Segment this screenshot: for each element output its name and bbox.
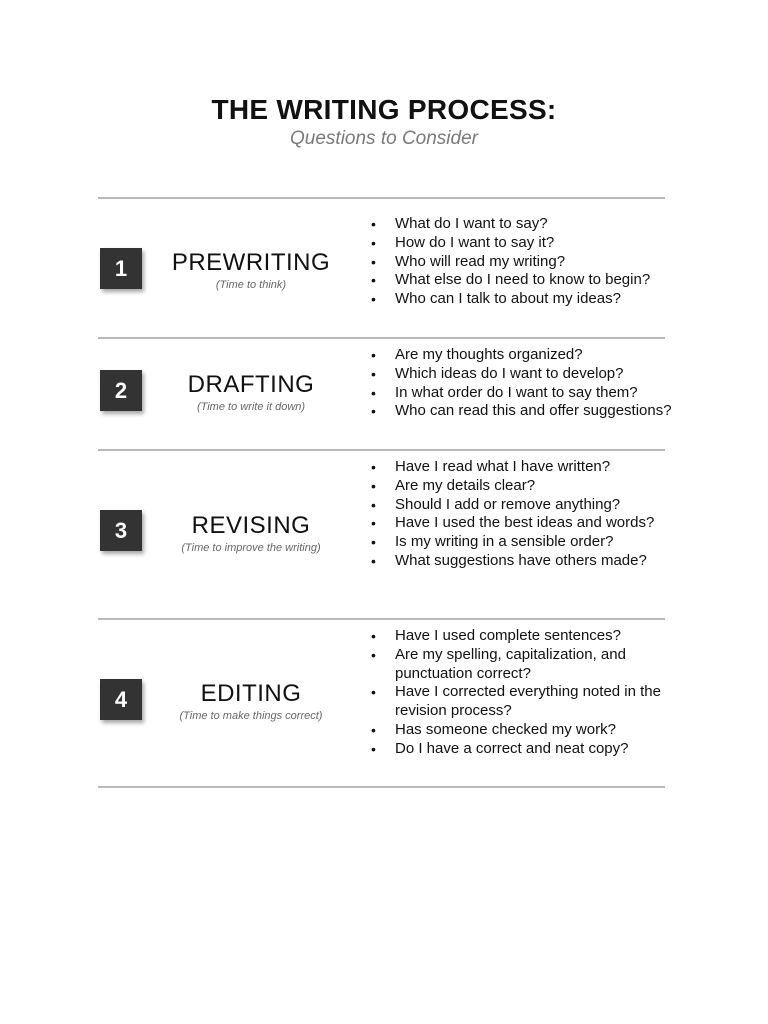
page-subtitle: Questions to Consider [290,128,478,149]
question-item: • Which ideas do I want to develop? [370,365,675,384]
question-list [370,346,675,421]
question-list [370,627,675,759]
question-item: • Who can read this and offer suggestions? [370,402,675,421]
question-item: • Have I used the best ideas and words? [370,514,675,533]
question-item: • Do I have a correct and neat copy? [370,740,675,759]
step-title: PREWRITING [171,249,331,276]
question-item: • Have I read what I have written? [370,458,675,477]
question-item: • Has someone checked my work? [370,721,675,740]
step-note: (Time to make things correct) [179,710,323,722]
step-note: (Time to write it down) [196,401,306,413]
divider-top [98,197,665,199]
page-title: THE WRITING PROCESS: [211,94,557,125]
step-number-badge: 2 [100,370,142,411]
divider [98,618,665,620]
step-title: DRAFTING [187,371,315,398]
question-item: • Are my thoughts organized? [370,346,675,365]
question-item: • Have I used complete sentences? [370,627,675,646]
divider [98,449,665,451]
question-list [370,215,675,309]
step-note: (Time to improve the writing) [181,542,321,554]
step-number-badge: 1 [100,248,142,289]
step-number-badge: 4 [100,679,142,720]
question-item: • Who will read my writing? [370,253,675,272]
step-number-badge: 3 [100,510,142,551]
step-title: REVISING [191,512,311,539]
question-item: • How do I want to say it? [370,234,675,253]
question-item: • Is my writing in a sensible order? [370,533,675,552]
question-item: • Are my details clear? [370,477,675,496]
question-item: • Who can I talk to about my ideas? [370,290,675,309]
step-title: EDITING [200,680,302,707]
question-item: • Have I corrected everything noted in the revision process? [370,683,675,721]
question-item: • Are my spelling, capitalization, and punctuation correct? [370,646,675,684]
question-item: • What do I want to say? [370,215,675,234]
question-list [370,458,675,571]
divider-bottom [98,786,665,788]
divider [98,337,665,339]
question-item: • What else do I need to know to begin? [370,271,675,290]
question-item: • What suggestions have others made? [370,552,675,571]
question-item: • In what order do I want to say them? [370,384,675,403]
step-note: (Time to think) [215,279,287,291]
question-item: • Should I add or remove anything? [370,496,675,515]
